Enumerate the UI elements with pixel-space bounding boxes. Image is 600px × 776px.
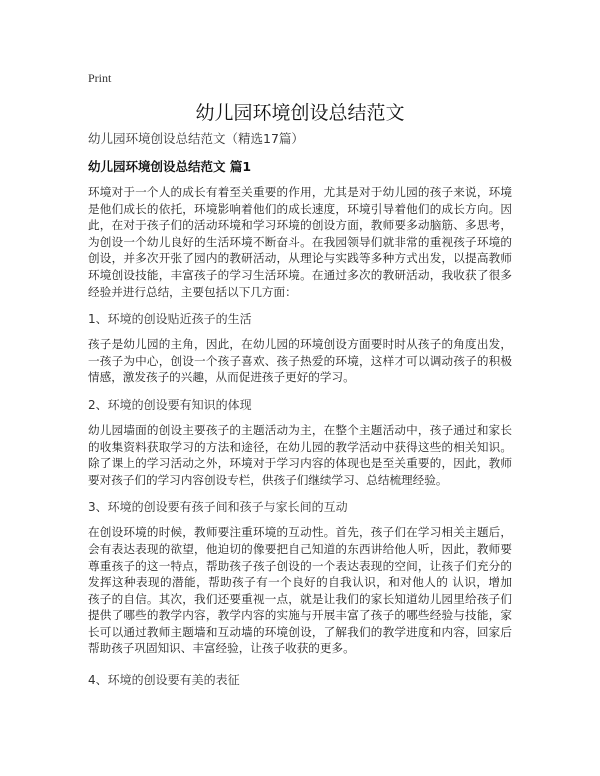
paragraph — [88, 422, 512, 488]
paragraph — [88, 184, 512, 300]
paragraph — [88, 524, 512, 657]
document-subtitle: 幼儿园环境创设总结范文（精选17篇） — [88, 131, 304, 146]
paragraph-line: 帮助孩子巩固知识、丰富经验，让孩子收获的更多。 — [88, 641, 355, 656]
paragraph-line: 长可以通过教师主题墙和互动墙的环境创设，了解我们的教学进度和内容，回家后 — [88, 624, 512, 639]
document-title: 幼儿园环境创设总结范文 — [195, 102, 405, 124]
paragraph-line: 创设，并多次开张了园内的教研活动，从理论与实践等多种方式出发，以提高教师 — [88, 251, 512, 266]
section-heading: 3、环境的创设要有孩子间和孩子与家长间的互动 — [88, 500, 348, 515]
paragraph-line: 提供了哪些的教学内容，教学内容的实施与开展丰富了孩子的哪些经验与技能，家 — [88, 608, 512, 623]
section-heading: 1、环境的创设贴近孩子的生活 — [88, 312, 252, 327]
paragraph-line: 尊重孩子的这一特点，帮助孩子孩子创设的一个表达表现的空间，让孩子们充分的 — [88, 558, 512, 573]
paragraph — [88, 336, 512, 386]
paragraph-line: 会有表达表现的欲望，他迫切的像要把自己知道的东西讲给他人听，因此，教师要 — [88, 541, 512, 556]
paragraph-line: 是他们成长的依托，环境影响着他们的成长速度，环境引导着他们的成长方向。因 — [88, 201, 512, 216]
paragraph-line: 幼儿园墙面的创设主要孩子的主题活动为主，在整个主题活动中，孩子通过和家长 — [88, 422, 512, 437]
document-page — [88, 70, 512, 689]
paragraph-line: 的收集资料获取学习的方法和途径，在幼儿园的教学活动中获得这些的相关知识。 — [88, 439, 512, 454]
paragraph-line: 孩子的自信。其次，我们还要重视一点，就是让我们的家长知道幼儿园里给孩子们 — [88, 591, 512, 606]
paragraph-line: 环境对于一个人的成长有着至关重要的作用，尤其是对于幼儿园的孩子来说，环境 — [88, 185, 512, 199]
paragraph-line: 一孩子为中心，创设一个孩子喜欢、孩子热爱的环境，这样才可以调动孩子的积极 — [88, 353, 512, 368]
print-label[interactable]: Print — [88, 71, 112, 85]
paragraph-line: 要对孩子们的学习内容创设专栏，供孩子们继续学习、总结梳理经验。 — [88, 472, 448, 487]
paragraph-line: 此，在对于孩子们的活动环境和学习环境的创设方面，教师要多动脑筋、多思考， — [88, 218, 512, 233]
article-heading: 幼儿园环境创设总结范文 篇1 — [88, 159, 252, 174]
paragraph-line: 经验并进行总结，主要包括以下几方面： — [88, 284, 297, 299]
paragraph-line: 情感，激发孩子的兴趣，从而促进孩子更好的学习。 — [88, 370, 355, 385]
paragraph-line: 环境创设技能，丰富孩子的学习生活环境。在通过多次的教研活动，我收获了很多 — [88, 267, 512, 282]
paragraph-line: 除了课上的学习活动之外，环境对于学习内容的体现也是至关重要的，因此，教师 — [88, 456, 512, 471]
paragraph-line: 孩子是幼儿园的主角，因此，在幼儿园的环境创设方面要时时从孩子的角度出发， — [88, 337, 512, 352]
section-heading: 2、环境的创设要有知识的体现 — [88, 397, 252, 412]
paragraph-line: 发挥这种表现的潜能，帮助孩子有一个良好的自我认识，和对他人的 认识，增加 — [88, 575, 512, 590]
paragraph-line: 为创设一个幼儿良好的生活环境不断奋斗。在我园领导们就非常的重视孩子环境的 — [88, 234, 512, 249]
paragraph-line: 在创设环境的时候，教师要注重环境的互动性。首先，孩子们在学习相关主题后， — [88, 525, 512, 540]
section-heading: 4、环境的创设要有美的表征 — [88, 673, 240, 688]
